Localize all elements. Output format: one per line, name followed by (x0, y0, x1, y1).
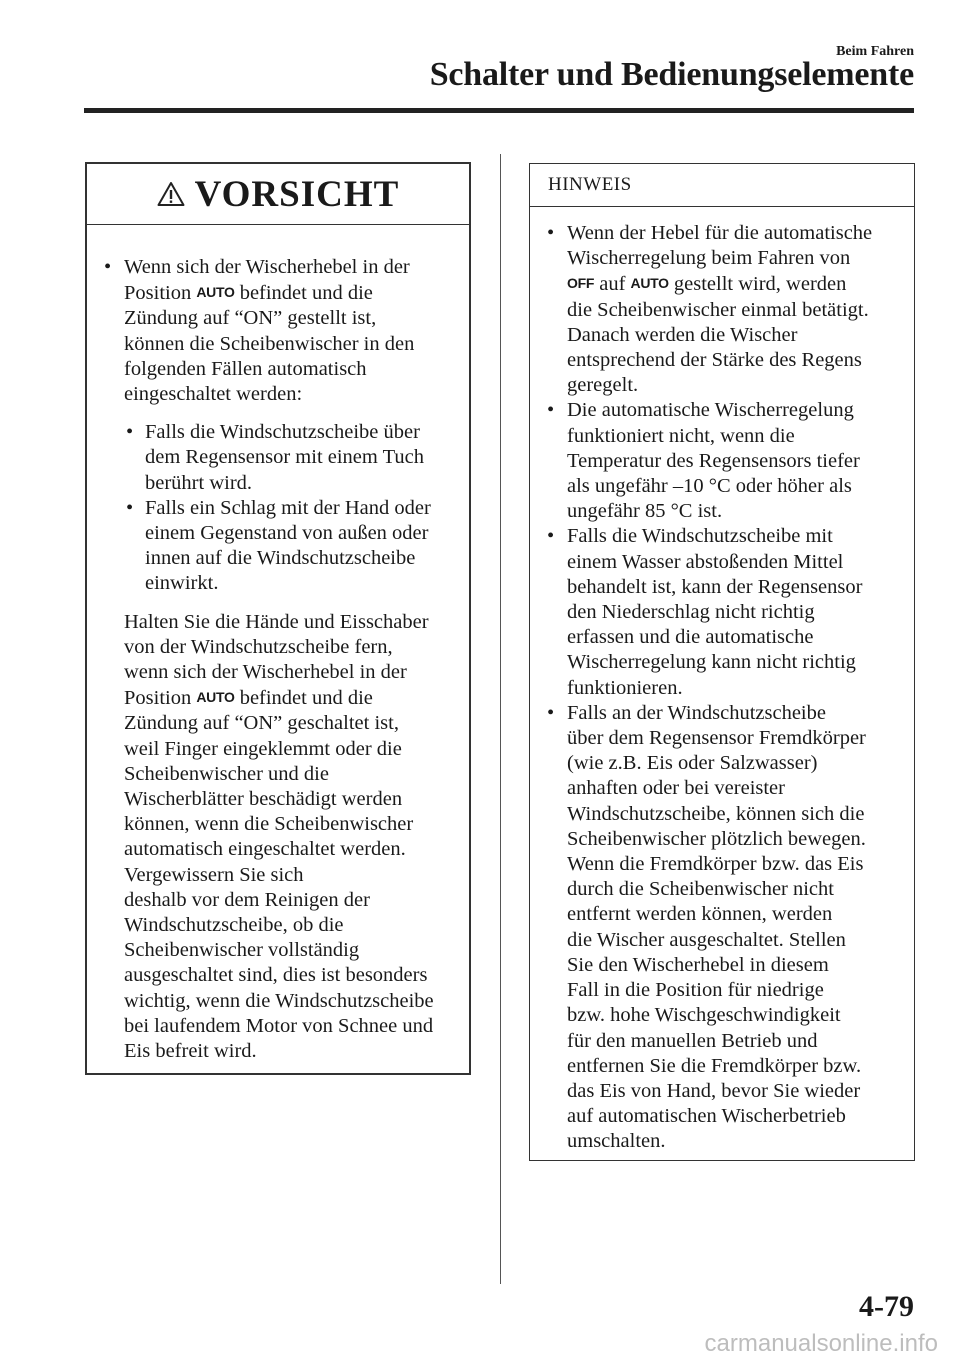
auto-position-label: AUTO (196, 284, 235, 301)
note-title: HINWEIS (548, 174, 632, 195)
bullet-dot: • (104, 256, 112, 278)
list-item: • Falls an der Windschutzscheibe über dem Regensensor Fremdkörper (wie z.B. Eis oder Salzwasser) anhaften oder bei vereister Windschutzscheibe, können sich die Scheibenwischer plötzlich bewegen. Wenn die Fremdkörper bzw. das Eis durch die Scheibenwischer nicht entfernt werden können, werden die Wischer ausgeschaltet. Stellen Sie den Wischerhebel in diesem Fall in die Position für niedrige bzw. hohe Wischgeschwindigkeit für den manuellen Betrieb und entfernen Sie die Fremdkörper bzw. das Eis von Hand, bevor Sie wieder auf automatischen Wischerbetrieb umschalten. (547, 701, 866, 1153)
watermark: carmanualsonline.info (704, 1330, 938, 1357)
auto-position-label: AUTO (630, 275, 669, 292)
header-rule (84, 108, 914, 113)
note-header (530, 164, 914, 207)
note-body (530, 207, 914, 1155)
caution-header (87, 164, 469, 225)
bullet-dot: • (547, 399, 555, 422)
sub-list-item: • Falls ein Schlag mit der Hand oder einem Gegenstand von außen oder innen auf die Windschutzscheibe einwirkt. (126, 496, 431, 595)
sub-list-item: • Falls die Windschutzscheibe über dem Regensensor mit einem Tuch berührt wird. (126, 421, 425, 494)
list-item: • Wenn der Hebel für die automatische Wischerregelung beim Fahren von OFF auf AUTO gestellt wird, werden die Scheibenwischer einmal betätigt. Danach werden die Wischer entsprechend der Stärke des Regens geregelt. (547, 222, 873, 397)
caution-paragraph: Halten Sie die Hände und Eisschaber von der Windschutzscheibe fern, wenn sich der Wischerhebel in der Position AUTO befindet und die Zündung auf “ON” geschaltet ist, weil Finger eingeklemmt oder die Scheibenwischer und die Wischerblätter beschädigt werden können, wenn die Scheibenwischer automatisch eingeschaltet werden. Vergewissern Sie sich deshalb vor dem Reinigen der Windschutzscheibe, ob die Scheibenwischer vollständig ausgeschaltet sind, dies ist besonders wichtig, wenn die Windschutzscheibe bei laufendem Motor von Schnee und Eis befreit wird. (124, 610, 434, 1063)
list-item: • Falls die Windschutzscheibe mit einem Wasser abstoßenden Mittel behandelt ist, kann der Regensensor den Niederschlag nicht richtig erfassen und die automatische Wischerregelung kann nicht richtig funktionieren. (547, 525, 863, 699)
bullet-dot: • (126, 496, 134, 519)
caution-box (85, 162, 471, 1075)
page-title: Schalter und Bedienungselemente (429, 56, 914, 93)
list-item: • Wenn sich der Wischerhebel in der Position AUTO befindet und die Zündung auf “ON” gestellt ist, können die Scheibenwischer in den folgenden Fällen automatisch eingeschaltet werden: (104, 256, 415, 406)
bullet-dot: • (547, 701, 555, 724)
bullet-dot: • (547, 222, 555, 244)
bullet-dot: • (547, 525, 555, 548)
auto-position-label: AUTO (196, 689, 235, 706)
caution-title: VORSICHT (194, 173, 400, 215)
caution-body (87, 225, 469, 1064)
warning-triangle-icon (157, 181, 185, 207)
header-section: Beim Fahren (836, 44, 914, 59)
off-position-label: OFF (567, 275, 595, 292)
bullet-dot: • (126, 421, 134, 444)
note-box (529, 163, 915, 1161)
column-divider (500, 154, 501, 1284)
page-number: 4-79 (859, 1290, 914, 1323)
list-item: • Die automatische Wischerregelung funktioniert nicht, wenn die Temperatur des Regensensors tiefer als ungefähr –10 °C oder höher als ungefähr 85 °C ist. (547, 399, 860, 523)
